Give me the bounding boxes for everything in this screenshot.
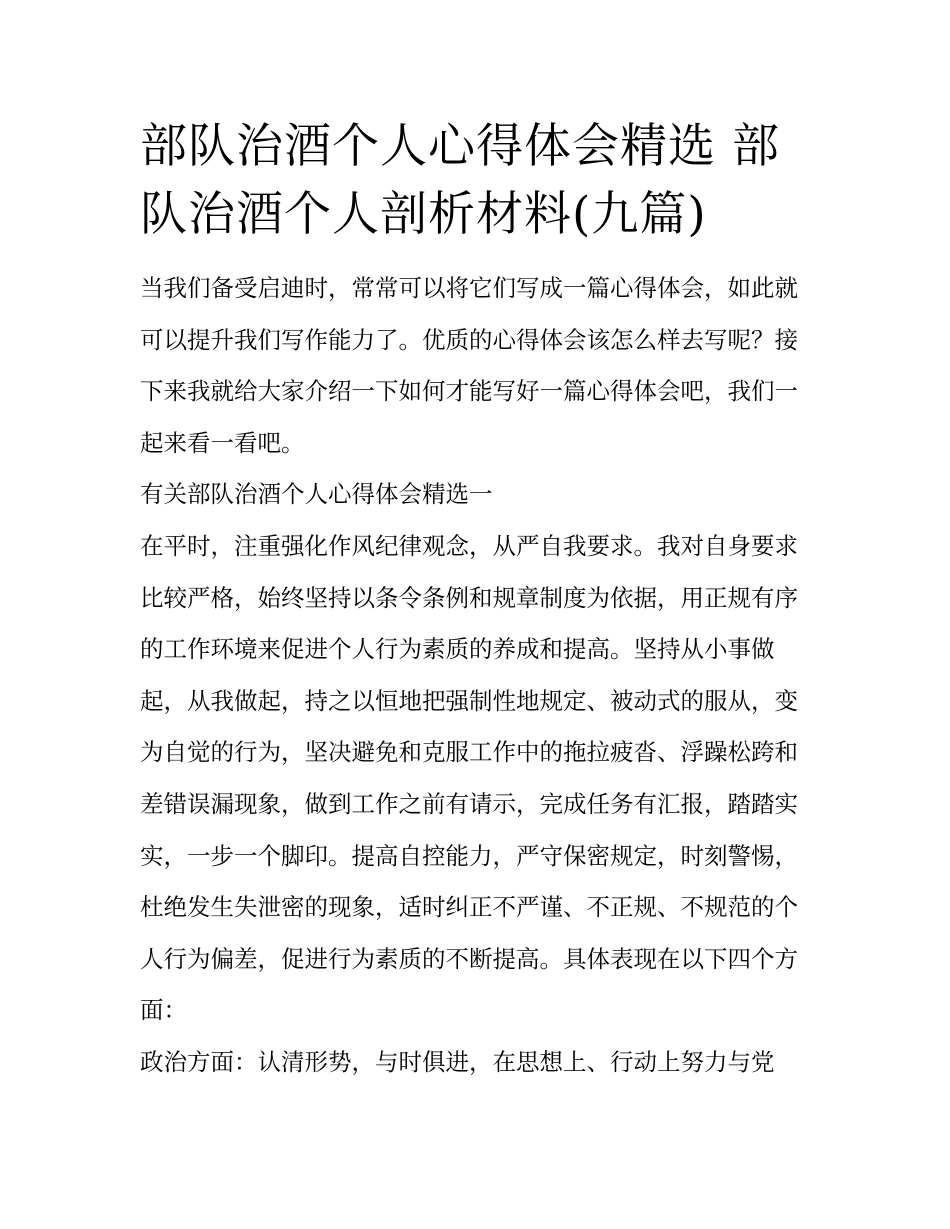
intro-paragraph: 当我们备受启迪时，常常可以将它们写成一篇心得体会，如此就可以提升我们写作能力了。优质的心得体会该怎么样去写呢？接下来我就给大家介绍一下如何才能写好一篇心得体会吧，我们一起来看一看吧。 (140, 274, 798, 457)
section-heading: 有关部队治酒个人心得体会精选一 (140, 480, 493, 509)
document-title: 部队治酒个人心得体会精选 部队治酒个人剖析材料(九篇) (140, 119, 780, 242)
body-paragraph-continued: 政治方面：认清形势，与时俱进，在思想上、行动上努力与党 (140, 1047, 775, 1076)
document-body (140, 113, 820, 1089)
body-paragraph: 在平时，注重强化作风纪律观念，从严自我要求。我对自身要求比较严格，始终坚持以条令条例和规章制度为依据，用正规有序的工作环境来促进个人行为素质的养成和提高。坚持从小事做起，从我做起，持之以恒地把强制性地规定、被动式的服从，变为自觉的行为，坚决避免和克服工作中的拖拉疲沓、浮躁松跨和差错误漏现象，做到工作之前有请示，完成任务有汇报，踏踏实实，一步一个脚印。提高自控能力，严守保密规定，时刻警惕，杜绝发生失泄密的现象，适时纠正不严谨、不正规、不规范的个人行为偏差，促进行为素质的不断提高。具体表现在以下四个方面： (140, 531, 798, 1025)
